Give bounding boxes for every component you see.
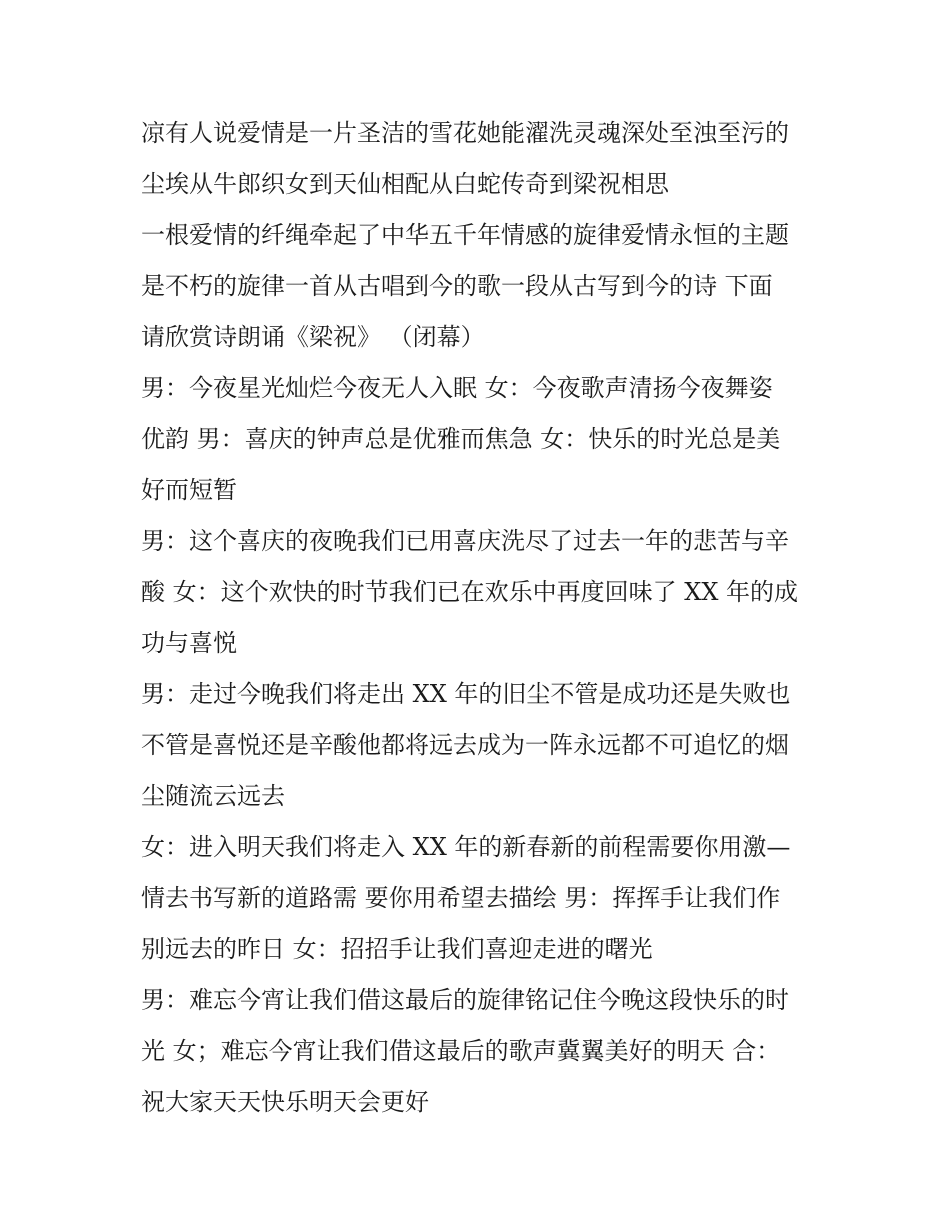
script-text	[141, 108, 821, 1128]
text-line: 祝大家天天快乐明天会更好	[141, 1088, 429, 1116]
text-line: 请欣赏诗朗诵《梁祝》 （闭幕）	[141, 323, 485, 351]
text-line: 凉有人说爱情是一片圣洁的雪花她能濯洗灵魂深处至浊至污的	[141, 119, 789, 147]
text-line: 女：进入明天我们将走入 XX 年的新春新的前程需要你用激—	[141, 833, 791, 861]
text-line: 光 女；难忘今宵让我们借这最后的歌声冀翼美好的明天 合：	[141, 1037, 781, 1065]
text-line: 男：走过今晚我们将走出 XX 年的旧尘不管是成功还是失败也	[141, 680, 791, 708]
text-line: 一根爱情的纤绳牵起了中华五千年情感的旋律爱情永恒的主题	[141, 221, 789, 249]
text-line: 不管是喜悦还是辛酸他都将远去成为一阵永远都不可追忆的烟	[141, 731, 789, 759]
text-line: 是不朽的旋律一首从古唱到今的歌一段从古写到今的诗 下面	[141, 272, 773, 300]
text-line: 功与喜悦	[141, 629, 237, 657]
text-line: 男：这个喜庆的夜晚我们已用喜庆洗尽了过去一年的悲苦与辛	[141, 527, 789, 555]
text-line: 男：今夜星光灿烂今夜无人入眠 女：今夜歌声清扬今夜舞姿	[141, 374, 773, 402]
text-line: 优韵 男：喜庆的钟声总是优雅而焦急 女：快乐的时光总是美	[141, 425, 781, 453]
text-line: 男：难忘今宵让我们借这最后的旋律铭记住今晚这段快乐的时	[141, 986, 789, 1014]
text-line: 酸 女：这个欢快的时节我们已在欢乐中再度回味了 XX 年的成	[141, 578, 799, 606]
text-line: 尘埃从牛郎织女到天仙相配从白蛇传奇到梁祝相思	[141, 170, 669, 198]
text-line: 好而短暂	[141, 476, 237, 504]
text-line: 情去书写新的道路需 要你用希望去描绘 男：挥挥手让我们作	[141, 884, 781, 912]
text-line: 尘随流云远去	[141, 782, 285, 810]
text-line: 别远去的昨日 女：招招手让我们喜迎走进的曙光	[141, 935, 653, 963]
